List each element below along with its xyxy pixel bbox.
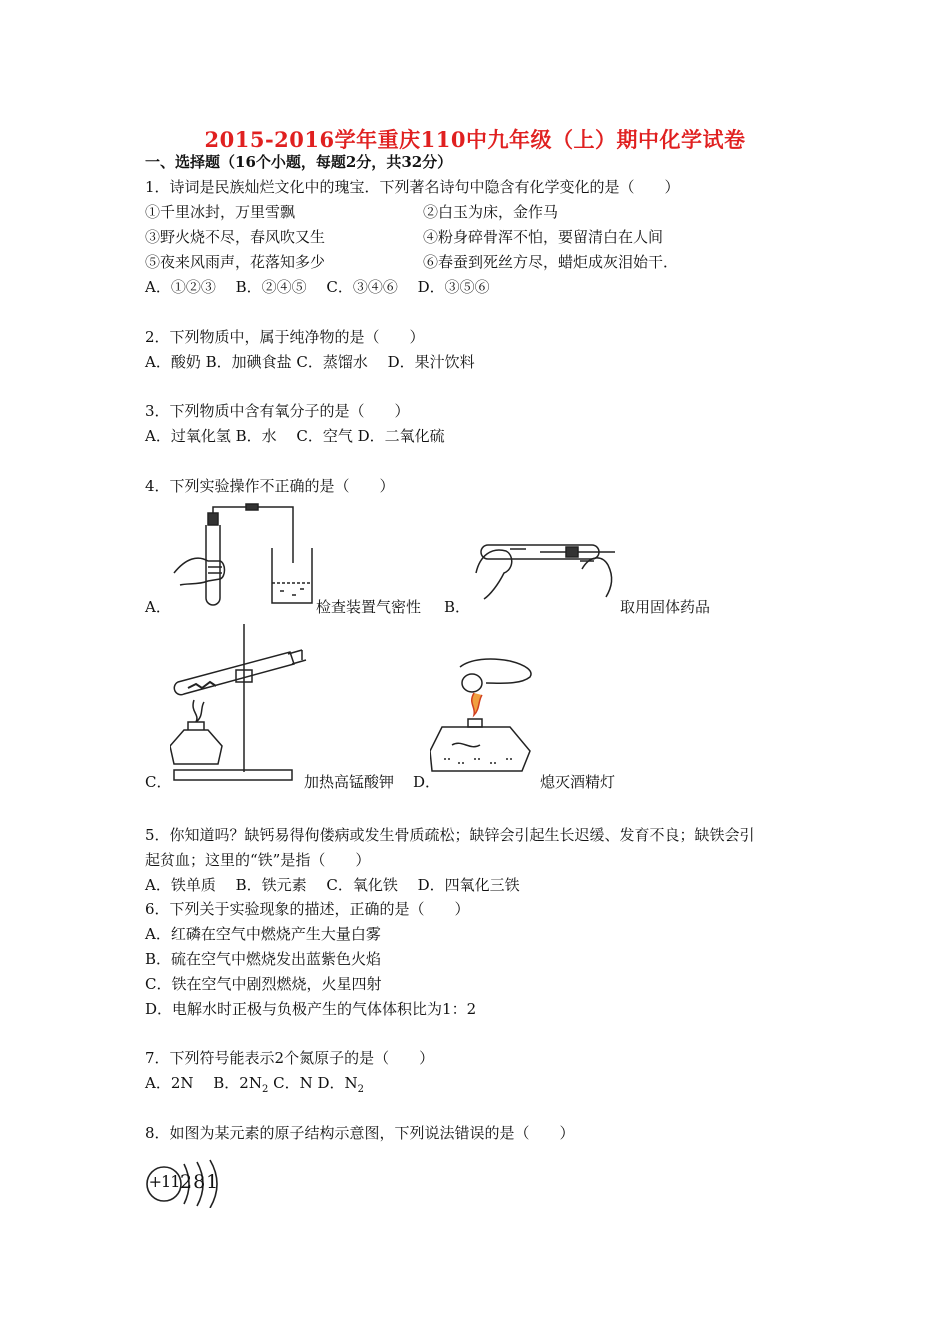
q4-d-caption: 熄灭酒精灯: [540, 773, 616, 791]
section-heading: 一、选择题（16个小题，每题2分，共32分）: [145, 153, 453, 171]
q1-poem-1: ①千里冰封，万里雪飘: [145, 203, 296, 221]
q4-b-caption: 取用固体药品: [620, 598, 711, 616]
q6-option-b: B．硫在空气中燃烧发出蓝紫色火焰: [145, 950, 382, 968]
q7-option-a-b: A．2N B．2N: [145, 1074, 262, 1092]
heating-kmno4-figure: [170, 622, 320, 782]
q6-option-c: C．铁在空气中剧烈燃烧，火星四射: [145, 975, 382, 993]
q6-stem: 6．下列关于实验现象的描述，正确的是（ ）: [145, 900, 470, 918]
q6-option-d: D．电解水时正极与负极产生的气体体积比为1：2: [145, 1000, 477, 1018]
solid-reagent-figure: [470, 525, 620, 605]
q7-subscript-2: 2: [357, 1084, 365, 1095]
q6-option-a: A．红磷在空气中燃烧产生大量白雾: [145, 925, 381, 943]
electron-distribution: 281: [180, 1171, 220, 1193]
q4-c-caption: 加热高锰酸钾: [304, 773, 395, 791]
q4-b-letter: B．: [444, 598, 471, 616]
q5-stem-line2: 起贫血；这里的“铁”是指（ ）: [145, 851, 371, 869]
q1-options: A．①②③ B．②④⑤ C．③④⑥ D．③⑤⑥: [145, 278, 490, 296]
q2-stem: 2．下列物质中，属于纯净物的是（ ）: [145, 328, 425, 346]
q1-poem-4: ④粉身碎骨浑不怕，要留清白在人间: [423, 228, 664, 246]
q4-d-letter: D．: [413, 773, 441, 791]
q1-poem-5: ⑤夜来风雨声，花落知多少: [145, 253, 326, 271]
q3-options: A．过氧化氢 B．水 C．空气 D．二氧化硫: [145, 427, 445, 445]
q1-stem: 1．诗词是民族灿烂文化中的瑰宝．下列著名诗句中隐含有化学变化的是（ ）: [145, 178, 680, 196]
nucleus-charge: +11: [148, 1172, 180, 1191]
q1-poem-3: ③野火烧不尽，春风吹又生: [145, 228, 326, 246]
q7-subscript-1: 2: [261, 1084, 269, 1095]
q4-a-caption: 检查装置气密性: [316, 598, 422, 616]
q5-options: A．铁单质 B．铁元素 C．氧化铁 D．四氧化三铁: [145, 876, 520, 894]
atom-structure-diagram: [144, 1158, 234, 1208]
q1-poem-2: ②白玉为床，金作马: [423, 203, 559, 221]
q8-stem: 8．如图为某元素的原子结构示意图，下列说法错误的是（ ）: [145, 1124, 575, 1142]
alcohol-lamp-figure: [430, 655, 540, 775]
q3-stem: 3．下列物质中含有氧分子的是（ ）: [145, 402, 410, 420]
exam-title: 2015-2016学年重庆110中九年级（上）期中化学试卷: [204, 127, 746, 152]
q5-stem-line1: 5．你知道吗？缺钙易得佝偻病或发生骨质疏松；缺锌会引起生长迟缓、发育不良；缺铁会引: [145, 826, 755, 844]
q2-options: A．酸奶 B．加碘食盐 C．蒸馏水 D．果汁饮料: [145, 353, 475, 371]
q7-option-c-d: C．N D．N: [268, 1074, 358, 1092]
q4-stem: 4．下列实验操作不正确的是（ ）: [145, 477, 395, 495]
q1-poem-6: ⑥春蚕到死丝方尽，蜡炬成灰泪始干．: [423, 253, 679, 271]
q7-options: [145, 1073, 364, 1100]
q7-stem: 7．下列符号能表示2个氮原子的是（ ）: [145, 1049, 435, 1067]
q4-a-letter: A．: [145, 598, 171, 616]
q4-c-letter: C．: [145, 773, 172, 791]
airtightness-check-figure: [168, 503, 318, 608]
